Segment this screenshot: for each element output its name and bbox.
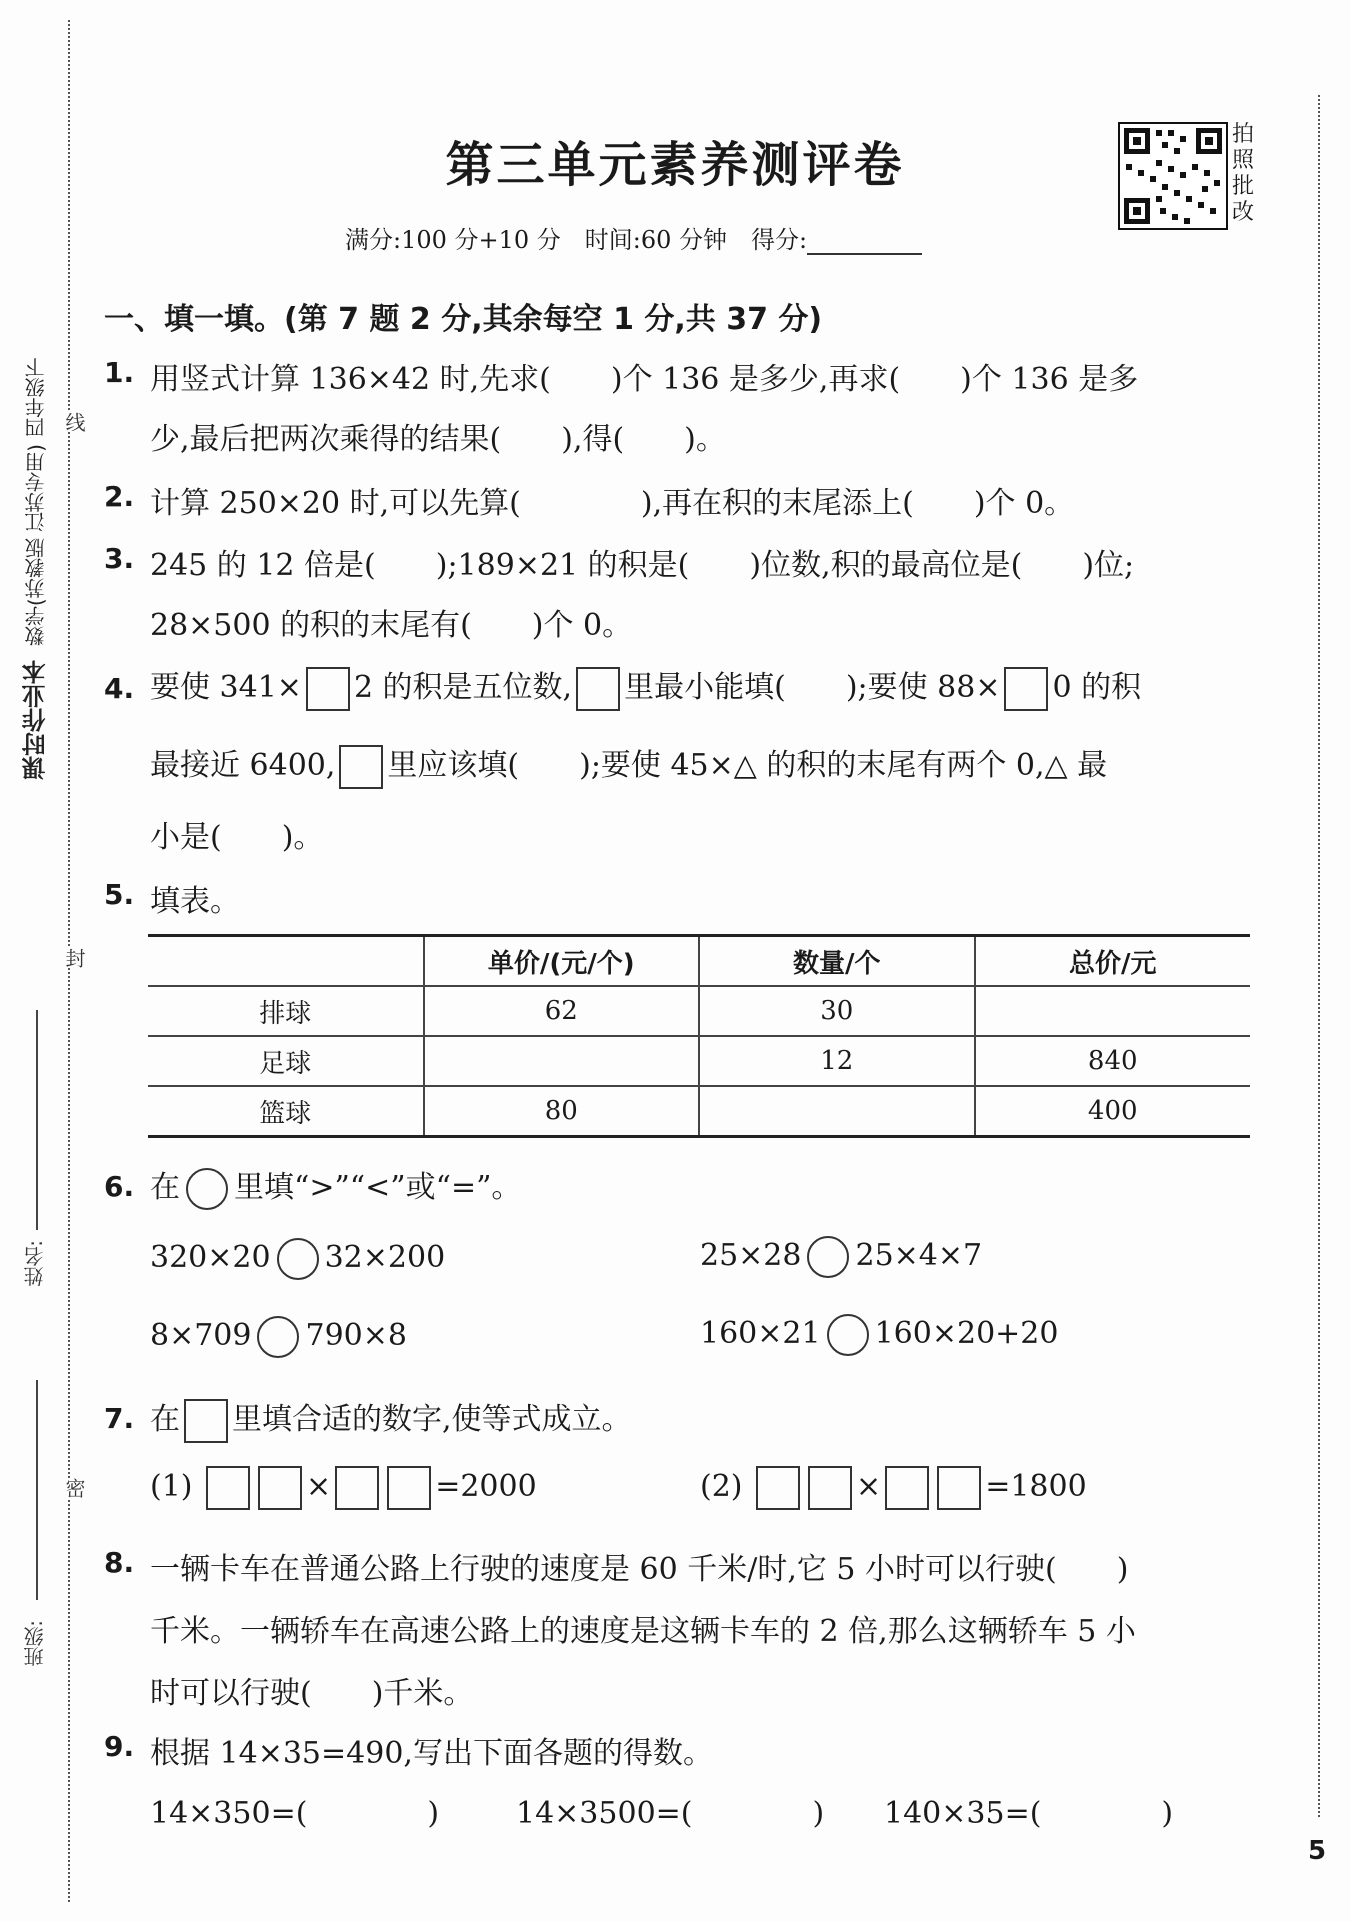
q6-text-b: 里填“>”“<”或“=”。 xyxy=(234,1170,522,1205)
digit-box[interactable] xyxy=(885,1466,929,1510)
digit-box[interactable] xyxy=(756,1466,800,1510)
q7-part2-result: =1800 xyxy=(985,1469,1087,1504)
q1-line2: 少,最后把两次乘得的结果( ),得( )。 xyxy=(150,422,726,457)
q7-text-b: 里填合适的数字,使等式成立。 xyxy=(232,1402,632,1437)
q4-text-b: 2 的积是五位数, xyxy=(353,670,573,705)
spine-class-label: 班级: xyxy=(23,1620,47,1667)
digit-box[interactable] xyxy=(258,1466,302,1510)
q7-instruction xyxy=(150,1394,632,1443)
q1-line1: 用竖式计算 136×42 时,先求( )个 136 是多少,再求( )个 136 是多 xyxy=(150,362,1139,397)
digit-box[interactable] xyxy=(808,1466,852,1510)
spine-book-title: 课时作业本 xyxy=(22,660,50,780)
times-sign: × xyxy=(856,1469,882,1504)
page-number: 5 xyxy=(1308,1836,1327,1866)
q6-expr-right: 25×4×7 xyxy=(855,1238,983,1273)
square-icon xyxy=(184,1399,228,1443)
q6-expr-right: 32×200 xyxy=(324,1240,446,1275)
qr-label: 拍照批改 xyxy=(1232,122,1255,225)
q9-line1: 根据 14×35=490,写出下面各题的得数。 xyxy=(150,1736,713,1771)
q6-expr-1 xyxy=(150,1238,445,1280)
q6-instruction xyxy=(150,1162,521,1210)
q7-part1-label: (1) xyxy=(150,1469,193,1504)
q9-expr-a: 14×350=( ) xyxy=(150,1796,440,1831)
q2-number: 2. xyxy=(104,480,135,513)
price-table xyxy=(148,934,1250,1138)
qr-code-pattern xyxy=(1120,124,1226,228)
q4-text-c: 里最小能填( );要使 88× xyxy=(624,670,1001,705)
table-cell: 840 xyxy=(975,1036,1251,1086)
answer-box[interactable] xyxy=(1004,667,1048,711)
spine-book-subtitle: 数学(苏教版 江苏专用) 四年级下 xyxy=(24,357,48,647)
q3-number: 3. xyxy=(104,542,135,575)
q7-number: 7. xyxy=(104,1402,135,1435)
q6-expr-left: 320×20 xyxy=(150,1240,271,1275)
q6-expr-3 xyxy=(150,1316,407,1358)
answer-box[interactable] xyxy=(576,667,620,711)
compare-circle[interactable] xyxy=(827,1314,869,1356)
section1-heading: 一、填一填。(第 7 题 2 分,其余每空 1 分,共 37 分) xyxy=(104,302,823,337)
compare-circle[interactable] xyxy=(807,1236,849,1278)
table-cell-blank[interactable] xyxy=(699,1086,975,1137)
table-header: 单价/(元/个) xyxy=(424,936,700,987)
table-row xyxy=(148,1086,1250,1137)
q6-number: 6. xyxy=(104,1170,135,1203)
q8-line3: 时可以行驶( )千米。 xyxy=(150,1676,474,1711)
table-header: 数量/个 xyxy=(699,936,975,987)
spine-name-label: 姓名: xyxy=(23,1240,47,1287)
table-cell: 400 xyxy=(975,1086,1251,1137)
q8-line2: 千米。一辆轿车在高速公路上的速度是这辆卡车的 2 倍,那么这辆轿车 5 小 xyxy=(150,1614,1136,1649)
right-dotted-line xyxy=(1318,95,1320,1817)
q7-part2-label: (2) xyxy=(700,1469,743,1504)
q2-line1: 计算 250×20 时,可以先算( ),再在积的末尾添上( )个 0。 xyxy=(150,486,1075,521)
answer-box[interactable] xyxy=(339,745,383,789)
table-cell: 篮球 xyxy=(148,1086,424,1137)
q6-expr-right: 790×8 xyxy=(305,1318,407,1353)
q4-line2 xyxy=(150,740,1107,789)
table-cell: 12 xyxy=(699,1036,975,1086)
q4-text-f: 里应该填( );要使 45×△ 的积的末尾有两个 0,△ 最 xyxy=(387,748,1108,783)
table-row xyxy=(148,986,1250,1036)
table-header-row xyxy=(148,936,1250,987)
table-cell-blank[interactable] xyxy=(424,1036,700,1086)
q4-number: 4. xyxy=(104,672,135,705)
page-title: 第三单元素养测评卷 xyxy=(445,137,905,193)
q5-text: 填表。 xyxy=(150,884,240,919)
table-cell: 30 xyxy=(699,986,975,1036)
q7-part1-result: =2000 xyxy=(435,1469,537,1504)
answer-box[interactable] xyxy=(306,667,350,711)
q1-number: 1. xyxy=(104,356,135,389)
table-cell-blank[interactable] xyxy=(975,986,1251,1036)
q4-line1 xyxy=(150,662,1141,711)
q6-expr-2 xyxy=(700,1236,982,1278)
q7-part1 xyxy=(150,1466,537,1510)
q8-line1: 一辆卡车在普通公路上行驶的速度是 60 千米/时,它 5 小时可以行驶( ) xyxy=(150,1552,1129,1587)
table-header xyxy=(148,936,424,987)
q4-text-a: 要使 341× xyxy=(150,670,302,705)
table-cell: 足球 xyxy=(148,1036,424,1086)
q4-text-e: 最接近 6400, xyxy=(150,748,336,783)
q3-line1: 245 的 12 倍是( );189×21 的积是( )位数,积的最高位是( )位; xyxy=(150,548,1135,583)
name-fill-line xyxy=(36,1010,38,1230)
q4-text-d: 0 的积 xyxy=(1052,670,1142,705)
q6-expr-left: 8×709 xyxy=(150,1318,252,1353)
score-info-text: 满分:100 分+10 分 时间:60 分钟 得分: xyxy=(345,226,808,254)
circle-icon xyxy=(186,1168,228,1210)
spine-secret-mark: 密 xyxy=(60,1478,89,1498)
q6-expr-left: 160×21 xyxy=(700,1316,821,1351)
q6-expr-4 xyxy=(700,1314,1058,1356)
digit-box[interactable] xyxy=(937,1466,981,1510)
q9-expr-b: 14×3500=( ) xyxy=(516,1796,825,1831)
times-sign: × xyxy=(306,1469,332,1504)
digit-box[interactable] xyxy=(387,1466,431,1510)
compare-circle[interactable] xyxy=(277,1238,319,1280)
spine-line-mark: 线 xyxy=(60,412,89,432)
q9-expr-c: 140×35=( ) xyxy=(884,1796,1174,1831)
digit-box[interactable] xyxy=(335,1466,379,1510)
q6-expr-left: 25×28 xyxy=(700,1238,802,1273)
table-header: 总价/元 xyxy=(975,936,1251,987)
q6-expr-right: 160×20+20 xyxy=(874,1316,1059,1351)
spine-book-info xyxy=(18,180,53,780)
score-info xyxy=(345,220,922,255)
score-blank[interactable] xyxy=(807,231,922,255)
q4-line3: 小是( )。 xyxy=(150,820,324,855)
q7-text-a: 在 xyxy=(150,1402,180,1437)
qr-code[interactable] xyxy=(1118,122,1228,230)
table-cell: 80 xyxy=(424,1086,700,1137)
q3-line2: 28×500 的积的末尾有( )个 0。 xyxy=(150,608,633,643)
compare-circle[interactable] xyxy=(257,1316,299,1358)
digit-box[interactable] xyxy=(206,1466,250,1510)
class-fill-line xyxy=(36,1380,38,1600)
q9-number: 9. xyxy=(104,1730,135,1763)
q5-number: 5. xyxy=(104,878,135,911)
table-cell: 62 xyxy=(424,986,700,1036)
table-cell: 排球 xyxy=(148,986,424,1036)
q7-part2 xyxy=(700,1466,1087,1510)
q8-number: 8. xyxy=(104,1546,135,1579)
q6-text-a: 在 xyxy=(150,1170,180,1205)
table-row xyxy=(148,1036,1250,1086)
spine-seal-mark: 封 xyxy=(60,948,89,968)
